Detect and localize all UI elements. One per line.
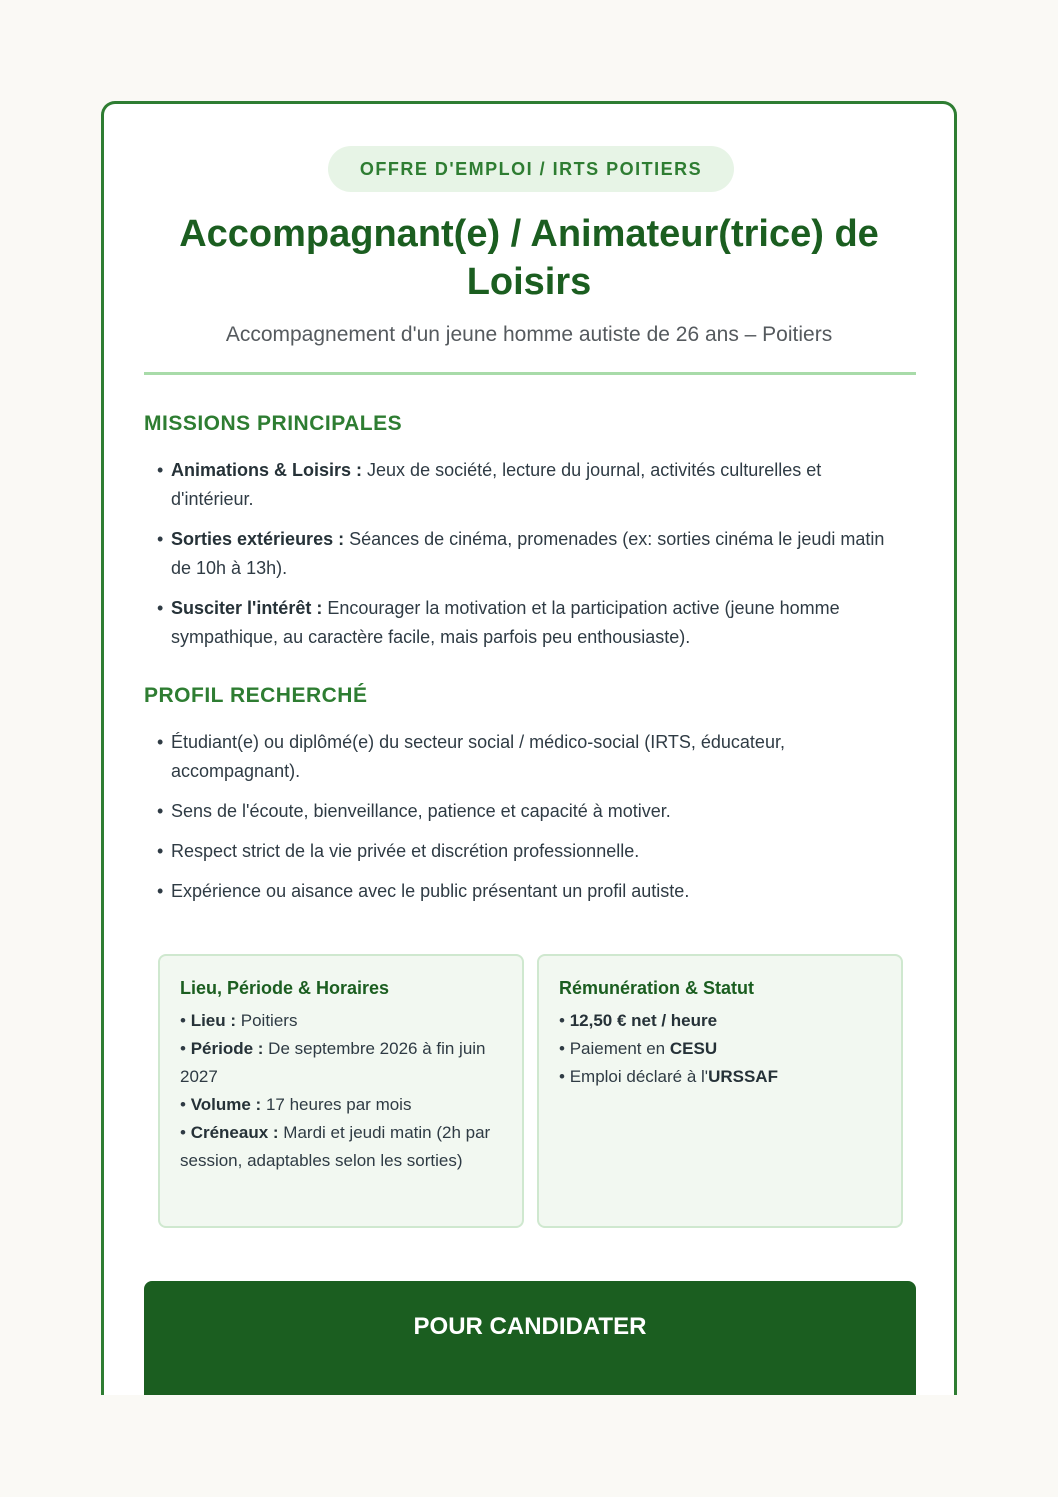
volume-item <box>180 1091 502 1119</box>
mission-label: Sorties extérieures : <box>171 529 345 549</box>
mission-text: Encourager la motivation et la participation active (jeune homme sympathique, au caractère facile, mais parfois peu enthousiaste). <box>171 598 840 647</box>
profile-text: Sens de l'écoute, bienveillance, patience et capacité à motiver. <box>171 801 671 821</box>
profile-item <box>157 728 903 786</box>
job-offer-card <box>101 101 957 1395</box>
divider <box>144 372 916 375</box>
missions-list <box>157 456 903 663</box>
pay-box-heading: Rémunération & Statut <box>559 978 755 998</box>
missions-heading: MISSIONS PRINCIPALES <box>144 412 403 435</box>
declared-item <box>559 1063 881 1091</box>
volume-label: Volume : <box>190 1095 262 1114</box>
slots-label: Créneaux : <box>190 1123 279 1142</box>
bullet: • <box>157 881 164 901</box>
bullet: • <box>157 801 164 821</box>
mission-item <box>157 525 903 583</box>
period-item <box>180 1035 502 1091</box>
slots-value: Mardi et jeudi matin (2h par session, adaptables selon les sorties) <box>180 1123 491 1170</box>
bullet: • <box>157 529 164 549</box>
mission-label: Animations & Loisirs : <box>171 460 363 480</box>
pay-status-box <box>537 954 903 1228</box>
slots-item <box>180 1119 502 1175</box>
declared-org: URSSAF <box>708 1067 778 1086</box>
profile-item <box>157 877 903 906</box>
offer-badge: OFFRE D'EMPLOI / IRTS POITIERS <box>328 146 734 192</box>
bullet: • <box>157 460 164 480</box>
location-schedule-box <box>158 954 524 1228</box>
bullet: • <box>180 1095 186 1114</box>
profile-text: Expérience ou aisance avec le public présentant un profil autiste. <box>171 881 690 901</box>
mission-label: Susciter l'intérêt : <box>171 598 323 618</box>
bullet: • <box>180 1123 186 1142</box>
profile-list <box>157 728 903 917</box>
pay-rate: 12,50 € net / heure <box>569 1011 718 1030</box>
bullet: • <box>180 1039 186 1058</box>
profile-item <box>157 797 903 826</box>
profile-item <box>157 837 903 866</box>
period-value: De septembre 2026 à fin juin 2027 <box>180 1039 486 1086</box>
bullet: • <box>157 732 164 752</box>
location-item <box>180 1007 502 1035</box>
profile-text: Étudiant(e) ou diplômé(e) du secteur social / médico-social (IRTS, éducateur, accompagnant). <box>171 732 785 781</box>
bullet: • <box>559 1039 565 1058</box>
declared-prefix: Emploi déclaré à l' <box>569 1067 709 1086</box>
location-box-list <box>180 1007 502 1175</box>
period-label: Période : <box>190 1039 264 1058</box>
location-box-heading: Lieu, Période & Horaires <box>180 978 390 998</box>
volume-value: 17 heures par mois <box>261 1095 412 1114</box>
payment-prefix: Paiement en <box>569 1039 670 1058</box>
pay-item <box>559 1007 881 1035</box>
job-subtitle: Accompagnement d'un jeune homme autiste de 26 ans – Poitiers <box>225 323 833 346</box>
apply-title: POUR CANDIDATER <box>413 1313 647 1340</box>
bullet: • <box>157 841 164 861</box>
profile-text: Respect strict de la vie privée et discrétion professionnelle. <box>171 841 640 861</box>
location-value: Poitiers <box>236 1011 298 1030</box>
mission-item <box>157 456 903 514</box>
bullet: • <box>180 1011 186 1030</box>
bullet: • <box>157 598 164 618</box>
bullet: • <box>559 1067 565 1086</box>
payment-method-item <box>559 1035 881 1063</box>
mission-text: Séances de cinéma, promenades (ex: sorties cinéma le jeudi matin de 10h à 13h). <box>171 529 885 578</box>
profile-heading: PROFIL RECHERCHÉ <box>144 684 368 707</box>
pay-box-list <box>559 1007 881 1091</box>
mission-item <box>157 594 903 652</box>
job-title: Accompagnant(e) / Animateur(trice) de Loisirs <box>179 213 879 303</box>
location-label: Lieu : <box>190 1011 237 1030</box>
bullet: • <box>559 1011 565 1030</box>
apply-banner <box>144 1281 916 1395</box>
mission-text: Jeux de société, lecture du journal, activités culturelles et d'intérieur. <box>171 460 822 509</box>
payment-method: CESU <box>669 1039 718 1058</box>
